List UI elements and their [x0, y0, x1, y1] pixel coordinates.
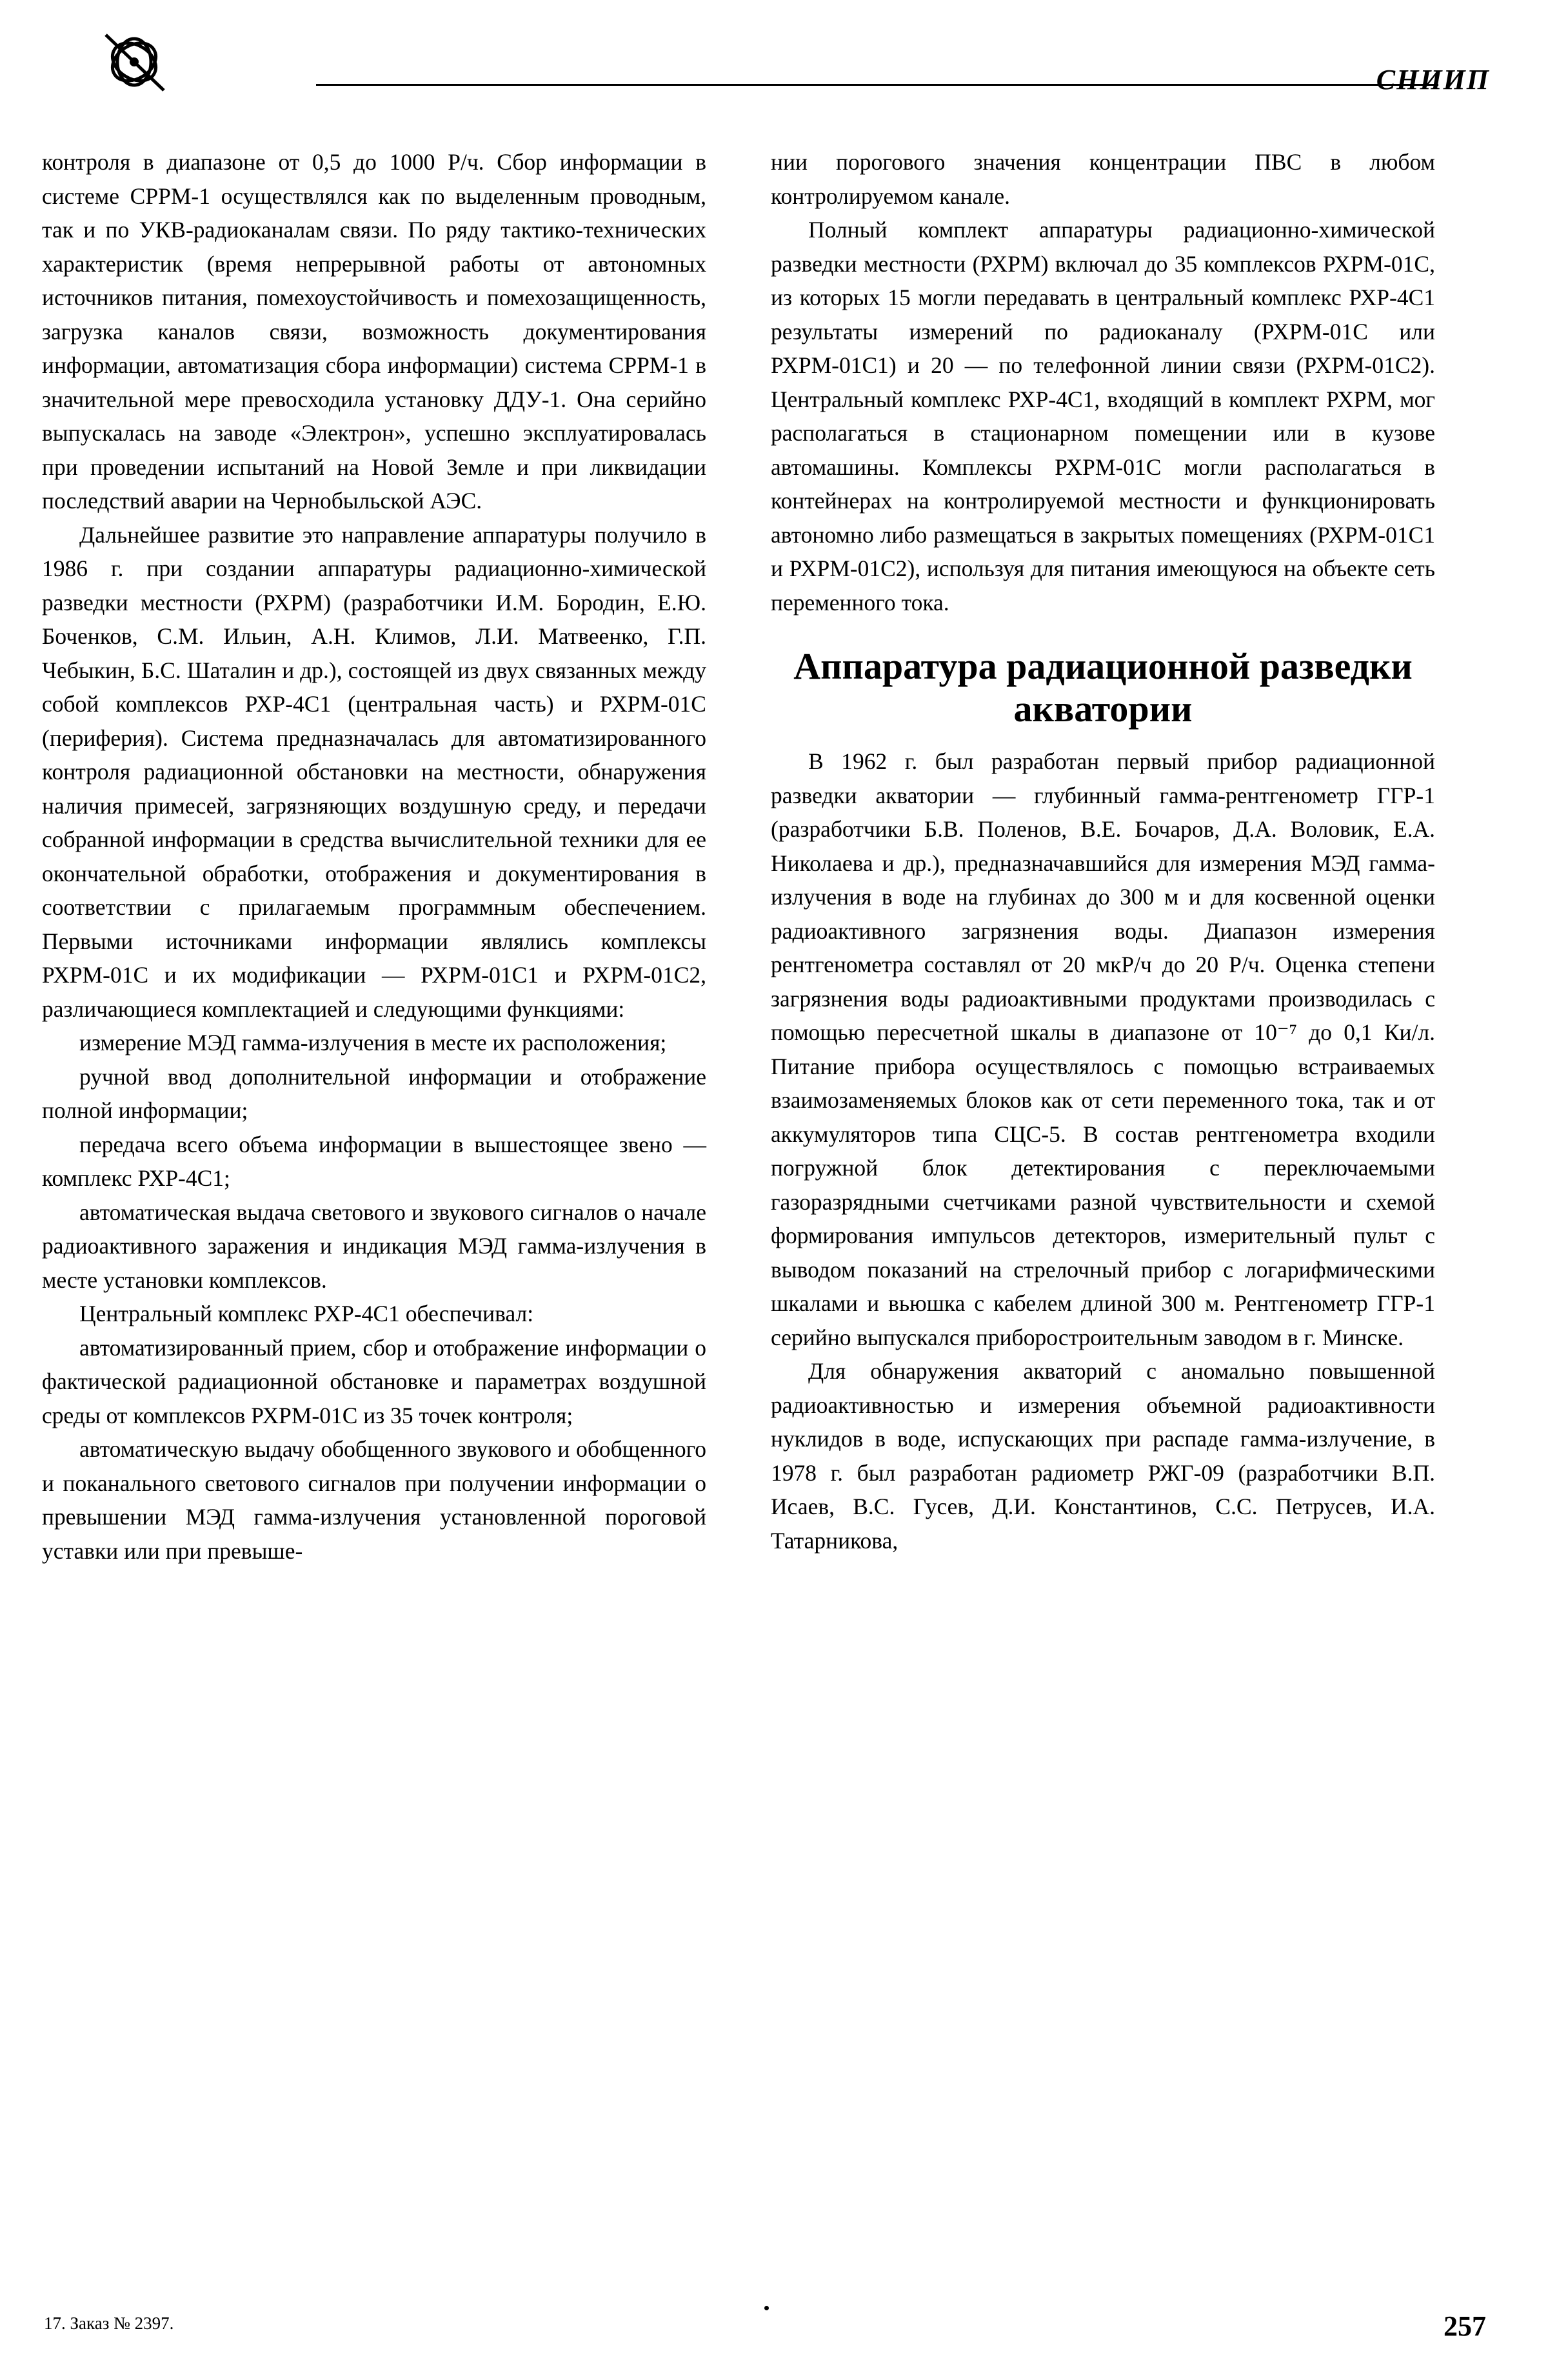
- section-heading: Аппаратура радиационной разведки акватории: [793, 645, 1413, 730]
- print-signature: 17. Заказ № 2397.: [44, 2314, 174, 2333]
- paragraph: ручной ввод дополнительной информации и отображение полной информации;: [42, 1063, 706, 1123]
- paragraph: Дальнейшее развитие это направление аппаратуры получило в 1986 г. при создании аппаратуры радиационно-химической разведки местности (РХРМ) (разработчики И.М. Бородин, Е.Ю. Боченков, С.М. Ильин, А.Н. Климов, Л.И. Матвеенко, Г.П. Чебыкин, Б.С. Шаталин и др.), состоящей из двух связанных между собой комплексов РХР-4С1 (центральная часть) и РХРМ-01С (периферия). Система предназначалась для автоматизированного контроля радиационной обстановки на местности, обнаружения наличия примесей, загрязняющих воздушную среду, и передачи собранной информации в средства вычислительной техники для ее окончательной обработки, отображения и документирования в соответствии с прилагаемым программным обеспечением. Первыми источниками информации являлись комплексы РХРМ-01С и их модификации — РХРМ-01С1 и РХРМ-01С2, различающиеся комплектацией и следующими функциями:: [42, 521, 706, 1022]
- paragraph: Полный комплект аппаратуры радиационно-химической разведки местности (РХРМ) включал до 35 комплексов РХРМ-01С, из которых 15 могли передавать в центральный комплекс РХР-4С1 результаты измерений по радиоканалу (РХРМ-01С или РХРМ-01С1) и 20 — по телефонной линии связи (РХРМ-01С2). Центральный комплекс РХР-4С1, входящий в комплект РХРМ, мог располагаться в стационарном помещении или в кузове автомашины. Комплексы РХРМ-01С могли располагаться в контейнерах на контролируемой местности и функционировать автономно либо размещаться в закрытых помещениях (РХРМ-01С1 и РХРМ-01С2), используя для питания имеющуюся на объекте сеть переменного тока.: [771, 217, 1435, 615]
- paragraph: Для обнаружения акваторий с аномально повышенной радиоактивностью и измерения объемной радиоактивности нуклидов в воде, испускающих при распаде гамма-излучение, в 1978 г. был разработан радиометр РЖГ-09 (разработчики В.П. Исаев, В.С. Гусев, Д.И. Константинов, С.С. Петрусев, И.А. Татарникова,: [771, 1358, 1435, 1554]
- paragraph: контроля в диапазоне от 0,5 до 1000 Р/ч. Сбор информации в системе СРРМ-1 осуществлялся как по выделенным проводным, так и по УКВ-радиоканалам связи. По ряду тактико-технических характеристик (время непрерывной работы от автономных источников питания, помехоустойчивость и помехозащищенность, загрузка каналов связи, возможность документирования информации, автоматизация сбора информации) система СРРМ-1 в значительной мере превосходила установку ДДУ-1. Она серийно выпускалась на заводе «Электрон», успешно эксплуатировалась при проведении испытаний на Новой Земле и при ликвидации последствий аварии на Чернобыльской АЭС.: [42, 149, 706, 514]
- paragraph: Центральный комплекс РХР-4С1 обеспечивал:: [79, 1301, 534, 1326]
- right-text-column: [771, 145, 1435, 1557]
- journal-title: СНИИП: [1376, 64, 1490, 95]
- paragraph: измерение МЭД гамма-излучения в месте их расположения;: [79, 1030, 667, 1055]
- paragraph: В 1962 г. был разработан первый прибор радиационной разведки акватории — глубинный гамма-рентгенометр ГГР-1 (разработчики Б.В. Поленов, В.Е. Бочаров, Д.А. Воловик, Е.А. Николаева и др.), предназначавшийся для измерения МЭД гамма-излучения в воде на глубинах до 300 м и для косвенной оценки радиоактивного загрязнения воды. Диапазон измерения рентгенометра составлял от 20 мкР/ч до 20 Р/ч. Оценка степени загрязнения воды радиоактивными продуктами производилась с помощью пересчетной шкалы в диапазоне от 10⁻⁷ до 0,1 Ки/л. Питание прибора осуществлялось с помощью встраиваемых взаимозаменяемых блоков как от сети переменного тока, так и от аккумуляторов типа СЦС-5. В состав рентгенометра входили погружной блок детектирования с переключаемыми газоразрядными счетчиками разной чувствительности и схемой формирования импульсов детекторов, измерительный пульт с выводом показаний на стрелочный прибор с логарифмическими шкалами и вьюшка с кабелем длиной 300 м. Рентгенометр ГГР-1 серийно выпускался приборостроительным заводом в г. Минске.: [771, 748, 1435, 1350]
- header-divider: [316, 84, 1438, 86]
- center-mark: [764, 2306, 769, 2310]
- paragraph: автоматическая выдача светового и звукового сигналов о начале радиоактивного заражения и индикация МЭД гамма-излучения в месте установки комплексов.: [42, 1199, 706, 1293]
- left-text-column: [42, 145, 706, 1568]
- paragraph: автоматизированный прием, сбор и отображение информации о фактической радиационной обстановке и параметрах воздушной среды от комплексов РХРМ-01С из 35 точек контроля;: [42, 1334, 706, 1428]
- paragraph: автоматическую выдачу обобщенного звукового и обобщенного и поканального светового сигналов при получении информации о превышении МЭД гамма-излучения установленной пороговой уставки или при превыше-: [42, 1436, 706, 1564]
- atom-logo-icon: [97, 31, 174, 99]
- page-header: [64, 25, 1490, 99]
- page-number: 257: [1444, 2310, 1486, 2342]
- paragraph: нии порогового значения концентрации ПВС в любом контролируемом канале.: [771, 149, 1435, 209]
- paragraph: передача всего объема информации в вышестоящее звено — комплекс РХР-4С1;: [42, 1131, 706, 1191]
